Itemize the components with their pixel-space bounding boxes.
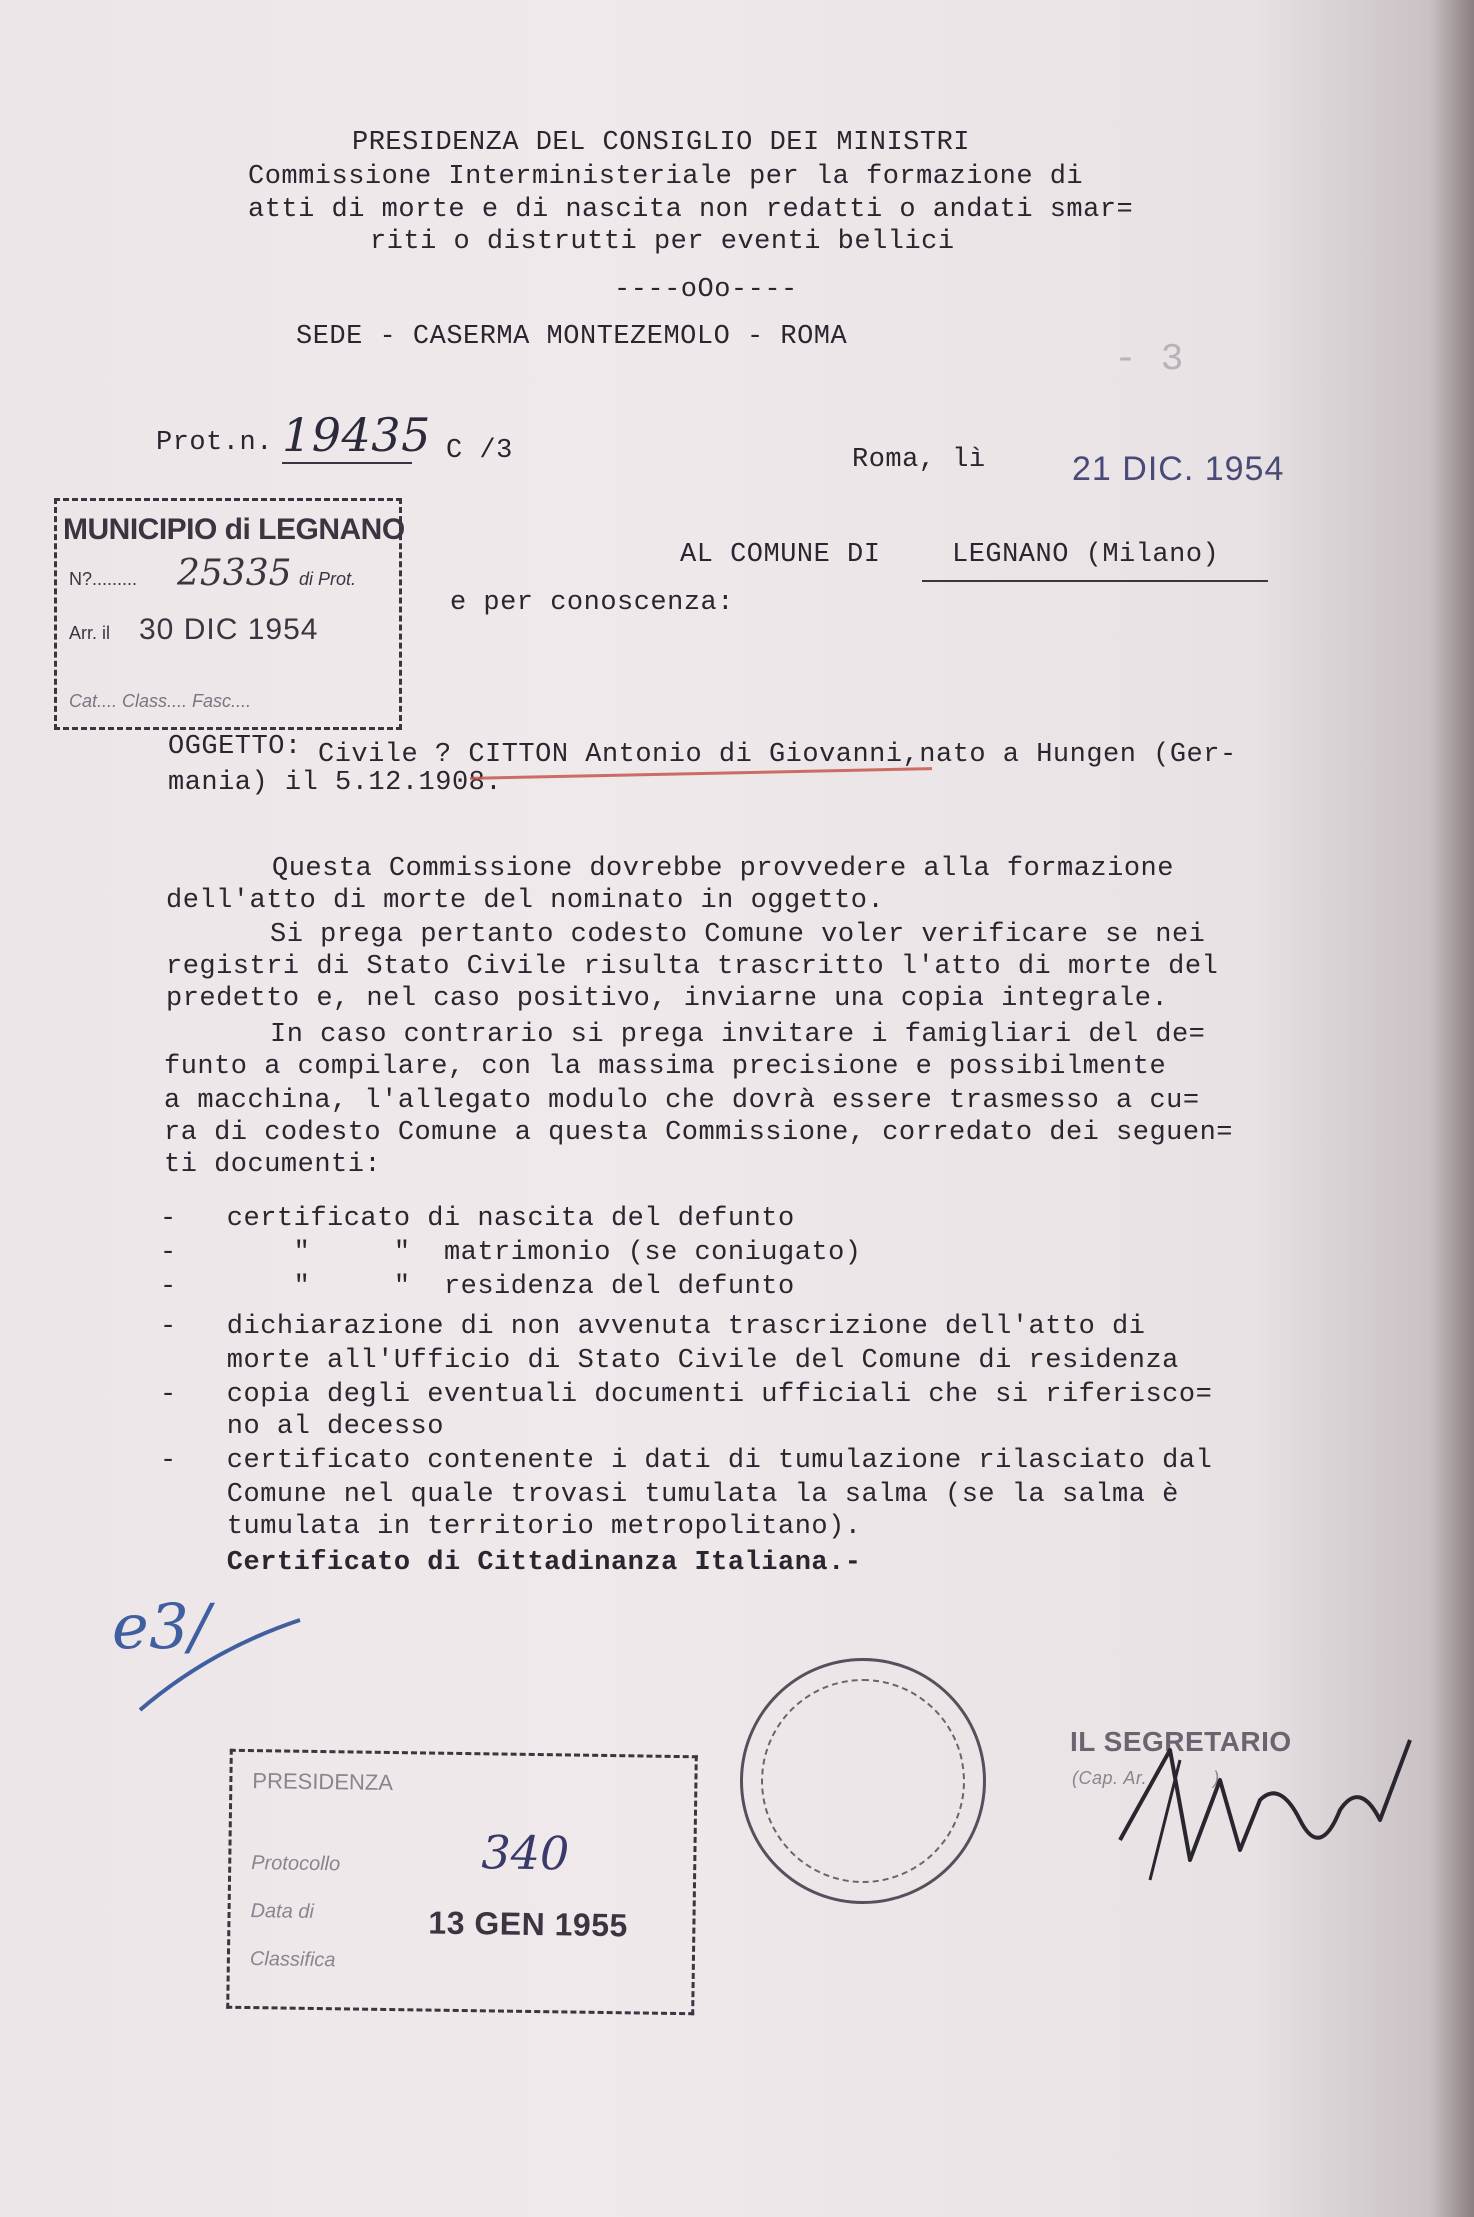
receipt-stamp-row-3: Classifica <box>249 1948 336 1972</box>
faint-date-mark: - 3 <box>1114 338 1184 381</box>
stamp-legnano-prot-label: di Prot. <box>299 569 357 589</box>
body-p2-line-2: registri di Stato Civile risulta trascritto l'atto di morte del <box>166 952 1219 982</box>
body-p3-line-2: funto a compilare, con la massima precisione e possibilmente <box>164 1052 1167 1082</box>
prot-number: 19435 <box>282 408 431 462</box>
receipt-stamp-row-2: Data di <box>250 1900 315 1923</box>
signature-subtitle: (Cap. Ar. ) <box>1072 1768 1220 1788</box>
list-item-4-line-2: morte all'Ufficio di Stato Civile del Comune di residenza <box>160 1346 1179 1376</box>
recipient-city-underline <box>922 580 1268 582</box>
receipt-stamp-date: 13 GEN 1955 <box>428 1904 629 1944</box>
body-p2-line-1: Si prega pertanto codesto Comune voler verificare se nei <box>270 920 1206 950</box>
body-p3-line-5: ti documenti: <box>164 1150 382 1180</box>
recipient-city: LEGNANO (Milano) <box>952 540 1220 570</box>
prot-suffix: C /3 <box>446 436 513 466</box>
header-separator: ----oOo---- <box>614 275 798 305</box>
subject-line-2: mania) il 5.12.1908. <box>168 768 503 798</box>
subject-line-1: Civile ? CITTON Antonio di Giovanni,nato a Hungen (Ger- <box>318 740 1237 770</box>
receipt-stamp-row-1: Protocollo <box>251 1852 341 1876</box>
list-item-5-line-1: - copia degli eventuali documenti ufficiali che si riferisco= <box>160 1380 1213 1410</box>
recipient-to-label: AL COMUNE DI <box>680 540 881 570</box>
body-p2-line-3: predetto e, nel caso positivo, inviarne una copia integrale. <box>166 984 1169 1014</box>
header-line-4: riti o distrutti per eventi bellici <box>370 227 955 257</box>
stamp-legnano-cat-label: Cat.... Class.... Fasc.... <box>69 691 252 711</box>
list-item-6-line-2: Comune nel quale trovasi tumulata la salma (se la salma è <box>160 1480 1179 1510</box>
stamp-legnano-n-label: N?......... <box>69 569 138 589</box>
stamp-legnano-arr-label: Arr. il <box>69 623 111 643</box>
stamp-legnano-arr-date: 30 DIC 1954 <box>139 613 319 646</box>
list-item-5-line-2: no al decesso <box>160 1412 444 1442</box>
list-item-6-line-3: tumulata in territorio metropolitano). <box>160 1512 862 1542</box>
municipio-legnano-stamp <box>54 498 405 730</box>
place-label: Roma, lì <box>852 445 986 475</box>
list-item-1: - certificato di nascita del defunto <box>160 1204 795 1234</box>
list-item-4-line-1: - dichiarazione di non avvenuta trascrizione dell'atto di <box>160 1312 1146 1342</box>
signature-title: IL SEGRETARIO <box>1070 1726 1292 1757</box>
receipt-stamp-number: 340 <box>481 1825 570 1881</box>
header-line-3: atti di morte e di nascita non redatti o andati smar= <box>248 195 1134 225</box>
list-item-6-line-1: - certificato contenente i dati di tumulazione rilasciato dal <box>160 1446 1213 1476</box>
body-p3-line-1: In caso contrario si prega invitare i famigliari del de= <box>270 1020 1206 1050</box>
prot-label: Prot.n. <box>156 428 273 458</box>
body-p1-line-1: Questa Commissione dovrebbe provvedere alla formazione <box>272 854 1174 884</box>
presidenza-receipt-stamp <box>226 1749 698 2016</box>
stamp-legnano-number: 25335 <box>177 553 292 594</box>
header-line-1: PRESIDENZA DEL CONSIGLIO DEI MINISTRI <box>352 128 970 158</box>
handwritten-signature-icon <box>1110 1720 1430 1890</box>
letter-date-stamp: 21 DIC. 1954 <box>1072 450 1285 488</box>
stamp-legnano-title: MUNICIPIO di LEGNANO <box>63 513 405 546</box>
round-official-seal-icon <box>740 1658 986 1904</box>
cc-label: e per conoscenza: <box>450 588 734 618</box>
body-p3-line-3: a macchina, l'allegato modulo che dovrà essere trasmesso a cu= <box>164 1086 1200 1116</box>
list-item-7: Certificato di Cittadinanza Italiana.- <box>160 1548 862 1578</box>
list-item-2: - " " matrimonio (se coniugato) <box>160 1238 862 1268</box>
prot-number-underline <box>282 462 412 464</box>
subject-label: OGGETTO: <box>168 732 302 762</box>
blue-pen-stroke-icon <box>130 1610 310 1720</box>
sede-line: SEDE - CASERMA MONTEZEMOLO - ROMA <box>296 322 848 352</box>
body-p3-line-4: ra di codesto Comune a questa Commissione, corredato dei seguen= <box>164 1118 1233 1148</box>
body-p1-line-2: dell'atto di morte del nominato in oggetto. <box>166 886 885 916</box>
header-line-2: Commissione Interministeriale per la formazione di <box>248 162 1084 192</box>
blue-handwritten-note: e3/ <box>112 1590 211 1663</box>
list-item-3: - " " residenza del defunto <box>160 1272 795 1302</box>
receipt-stamp-title: PRESIDENZA <box>252 1768 394 1796</box>
